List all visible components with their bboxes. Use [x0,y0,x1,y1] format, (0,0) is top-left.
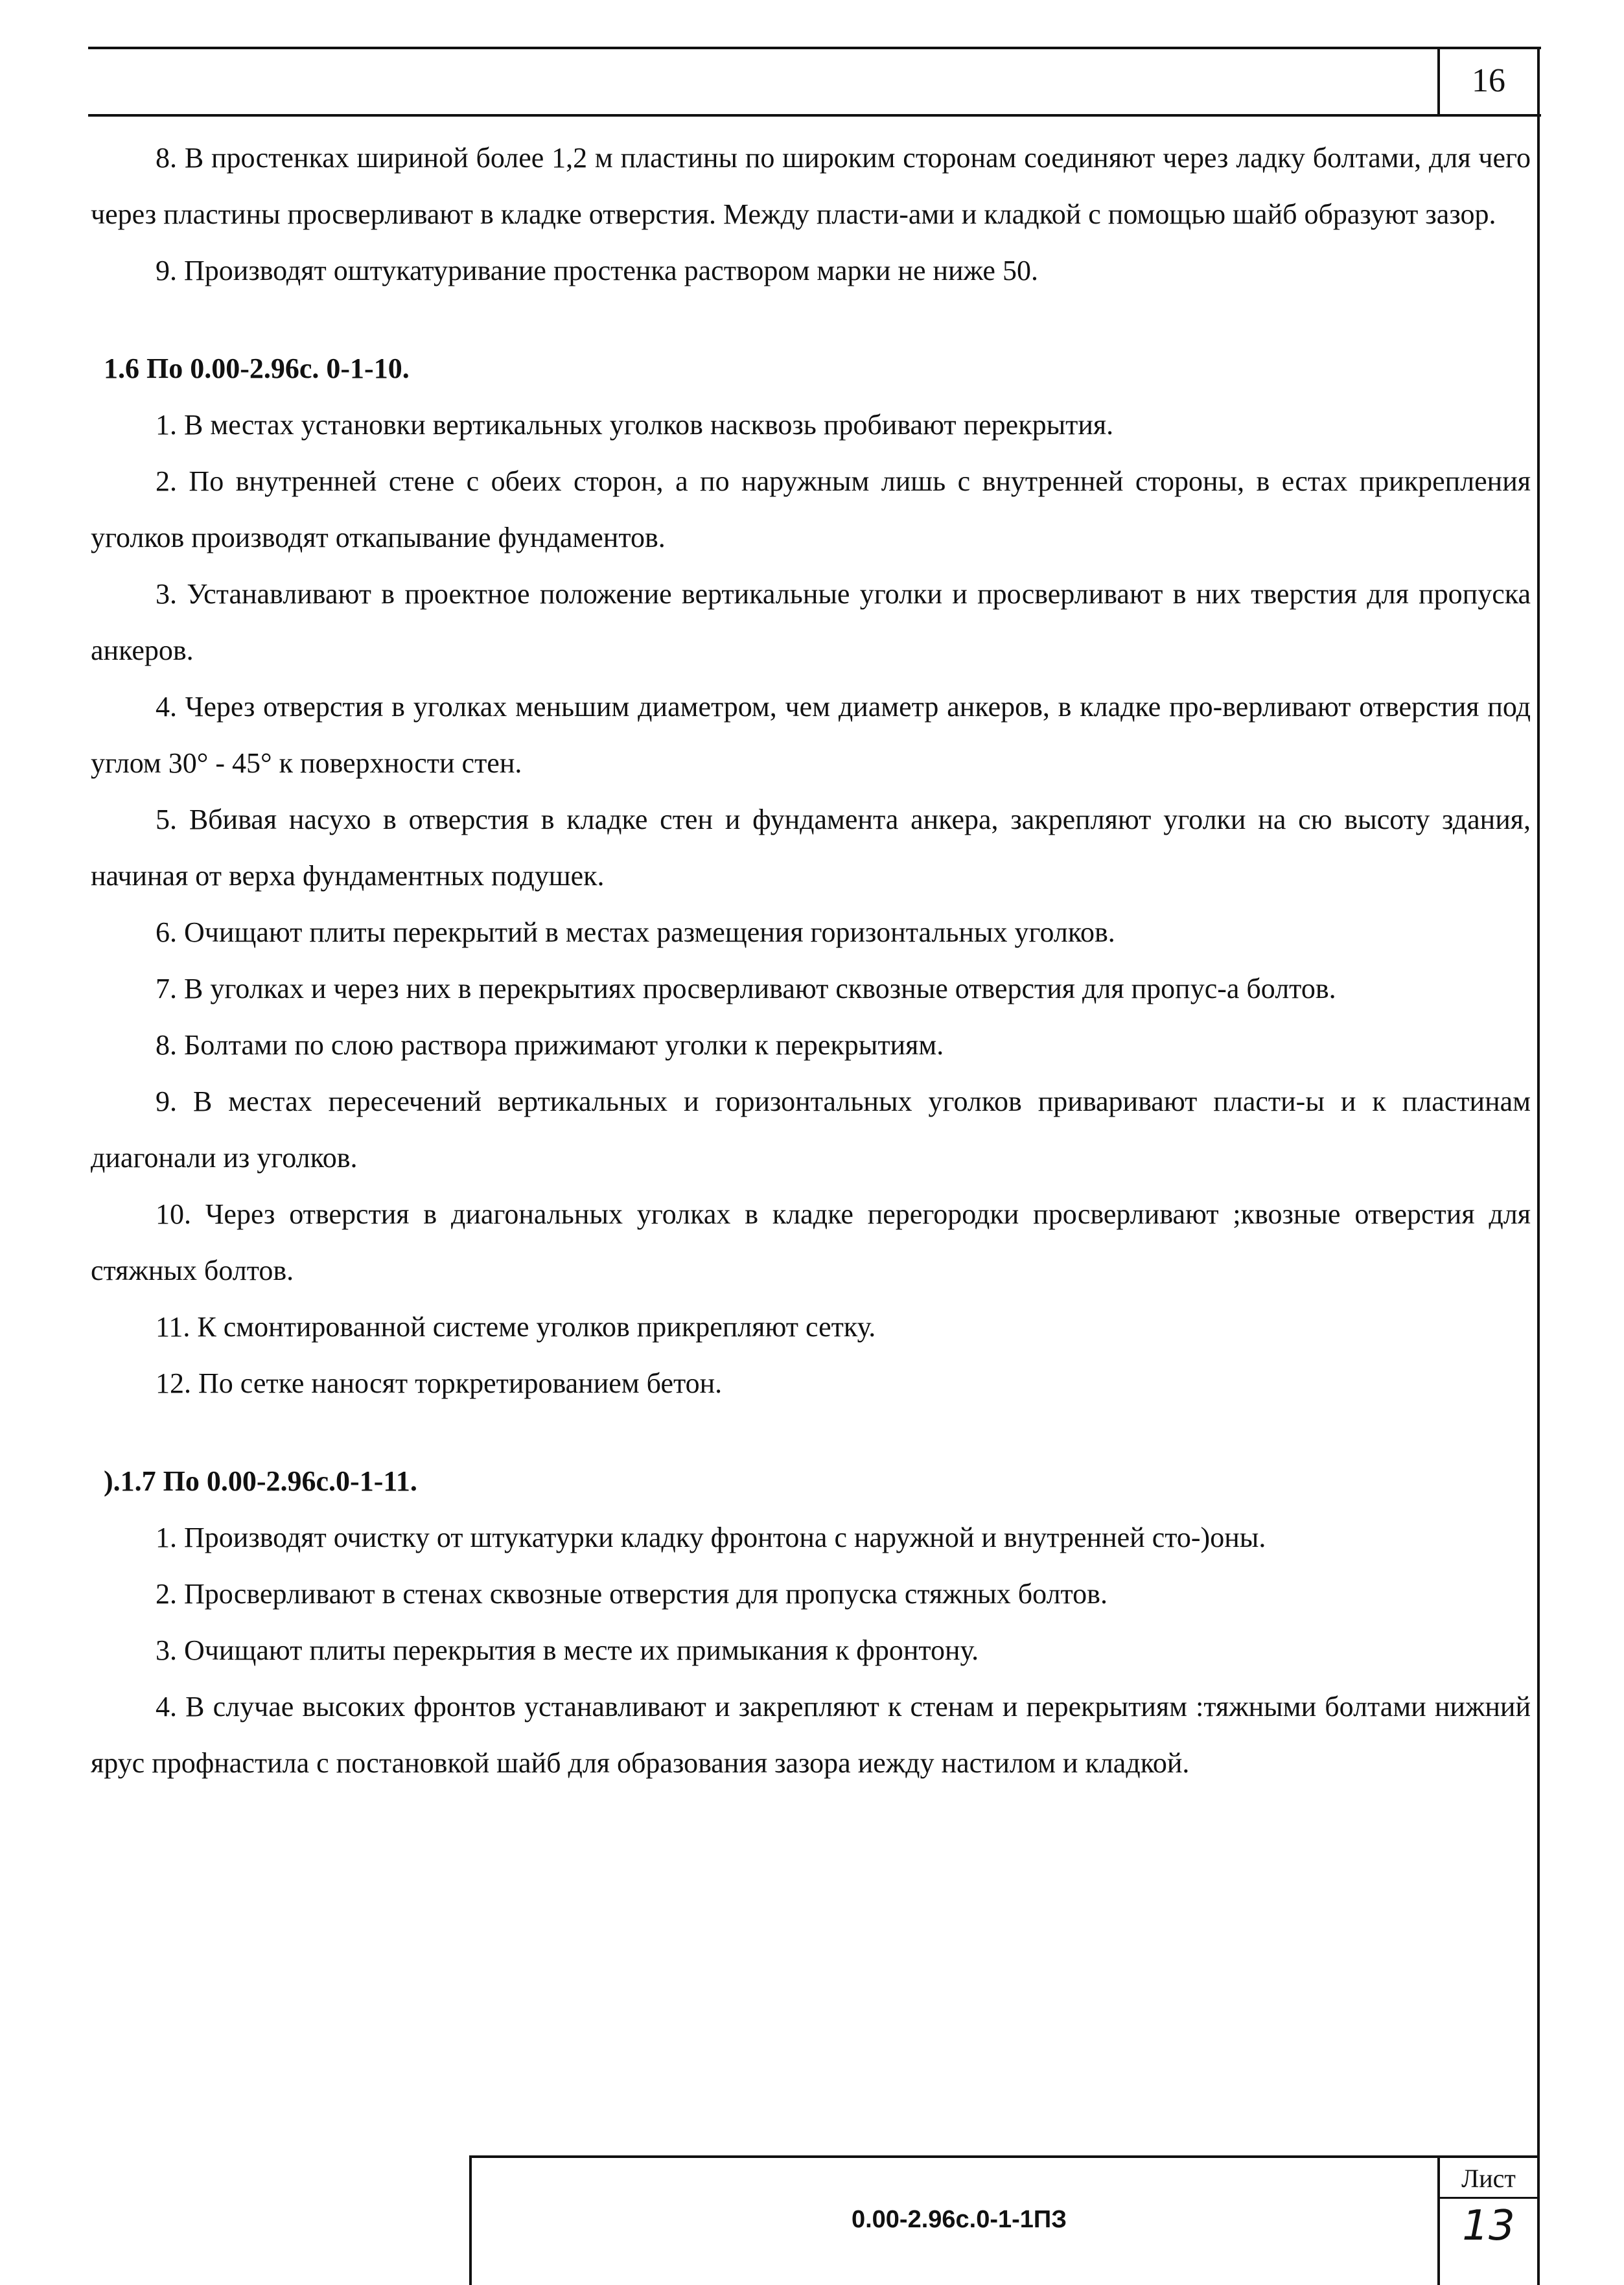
list-item: 11. К смонтированной системе уголков прикрепляют сетку. [156,1311,876,1343]
list-item: 2. По внутренней стене с обеих сторон, а по наружным лишь с внутренней стороны, в естах прикрепления уголков производят откапывание фундаментов. [91,465,1531,553]
header-rule [88,114,1541,117]
list-item: 9. В местах пересечений вертикальных и горизонтальных уголков приваривают пласти-ы и к пластинам диагонали из уголков. [91,1085,1531,1174]
section-heading: 1.6 По 0.00-2.96с. 0-1-10. [104,353,410,384]
list-item: 4. Через отверстия в уголках меньшим диаметром, чем диаметр анкеров, в кладке про-верливают отверстия под углом 30° - 45° к поверхности стен. [91,691,1531,779]
stamp-top-rule [469,2155,1540,2158]
top-rule [88,47,1541,49]
stamp-sheet-divider [1437,2197,1540,2199]
sheet-label: Лист [1461,2164,1516,2193]
list-item: 3. Очищают плиты перекрытия в месте их примыкания к фронтону. [156,1634,979,1666]
document-code: 0.00-2.96с.0-1-1ПЗ [851,2206,1067,2233]
list-item: 3. Устанавливают в проектное положение вертикальные уголки и просверливают в них тверстия для пропуска анкеров. [91,578,1531,666]
list-item: 12. По сетке наносят торкретированием бетон. [156,1367,723,1399]
list-item: 7. В уголках и через них в перекрытиях просверливают сквозные отверстия для пропус-а болтов. [156,973,1336,1004]
list-item: 8. Болтами по слою раствора прижимают уголки к перекрытиям. [156,1029,944,1061]
right-border [1537,47,1540,2285]
stamp-left-border [469,2155,472,2285]
list-item: 10. Через отверстия в диагональных уголках в кладке перегородки просверливают ;квозные отверстия для стяжных болтов. [91,1198,1531,1286]
list-item: 2. Просверливают в стенах сквозные отверстия для пропуска стяжных болтов. [156,1578,1108,1610]
section-heading: ).1.7 По 0.00-2.96с.0-1-11. [104,1465,417,1497]
list-item: 1. В местах установки вертикальных уголков насквозь пробивают перекрытия. [156,409,1114,441]
page-number: 16 [1472,62,1505,99]
paragraph: 9. Производят оштукатуривание простенка раствором марки не ниже 50. [156,255,1038,286]
list-item: 4. В случае высоких фронтов устанавливают и закрепляют к стенам и перекрытиям :тяжными болтами нижний ярус профнастила с постановкой шайб для образования зазора иежду настилом и кладкой. [91,1691,1531,1779]
list-item: 1. Производят очистку от штукатурки кладку фронтона с наружной и внутренней сто-)оны. [156,1522,1266,1553]
paragraph: 8. В простенках шириной более 1,2 м пластины по широким сторонам соединяют через ладку болтами, для чего через пластины просверливают в кладке отверстия. Между пласти-ами и кладкой с помощью шайб образуют зазор. [91,142,1531,230]
list-item: 6. Очищают плиты перекрытий в местах размещения горизонтальных уголков. [156,916,1115,948]
sheet-number: 13 [1462,2202,1515,2250]
list-item: 5. Вбивая насухо в отверстия в кладке стен и фундамента анкера, закрепляют уголки на сю высоту здания, начиная от верха фундаментных подушек. [91,804,1531,892]
page-body [91,130,1531,1791]
